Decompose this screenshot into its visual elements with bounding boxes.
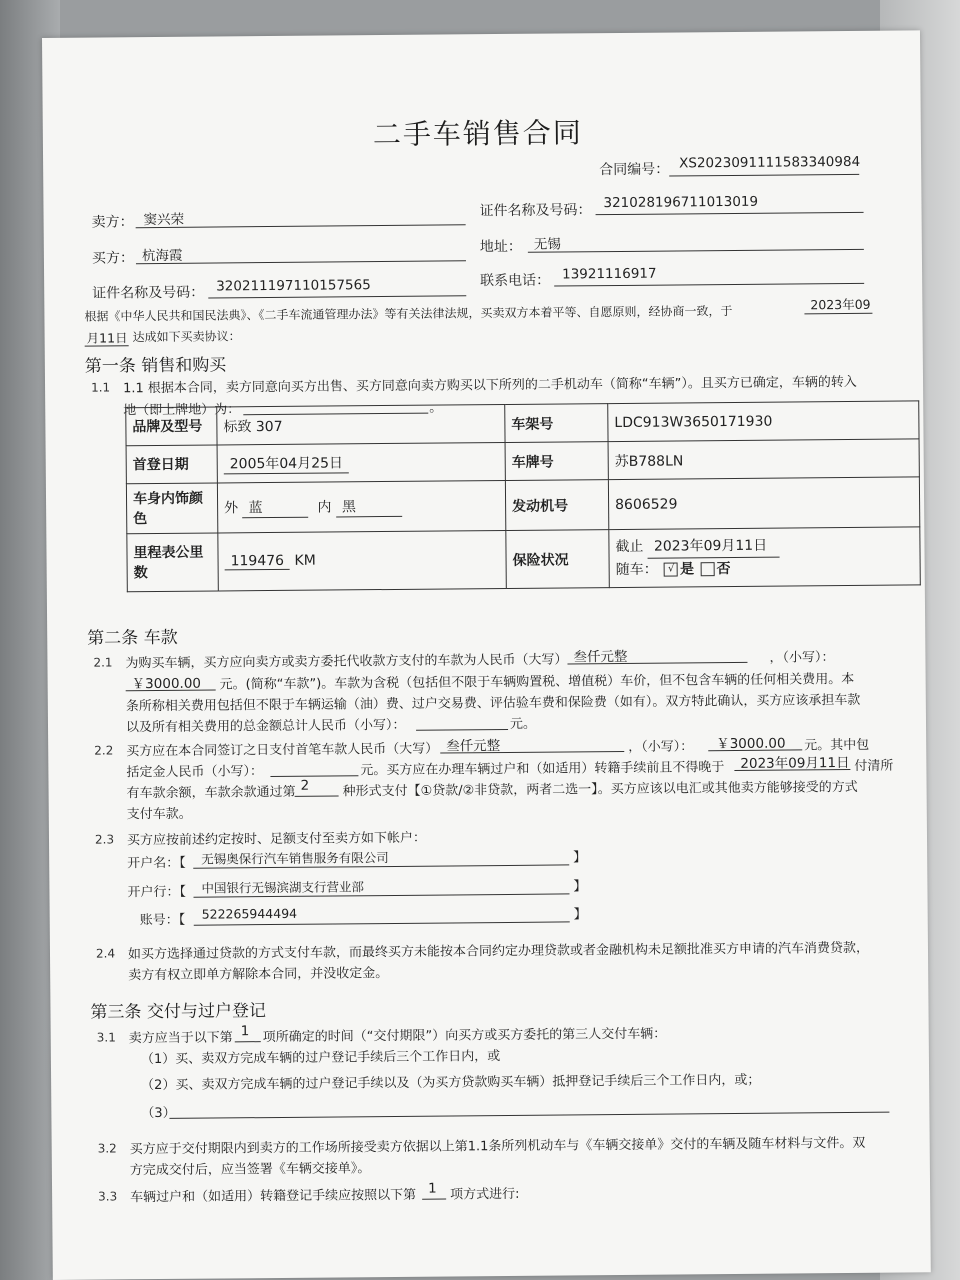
- clause-3-1-a2: 项所确定的时间（“交付期限”）向买方或买方委托的第三人交付车辆：: [262, 1026, 667, 1046]
- seller-id-label: 证件名称及号码：: [479, 202, 592, 220]
- clause-2-1-big: 叁仟元整: [573, 648, 628, 666]
- color-out-label: 外: [224, 500, 239, 517]
- clause-2-2-way: 2: [300, 777, 310, 794]
- bracket-end: 】: [573, 850, 587, 866]
- underline: [208, 295, 466, 298]
- underline: [416, 729, 508, 731]
- clause-3-1-a: 卖方应当于以下第: [128, 1030, 233, 1047]
- plate-label: 车牌号: [505, 442, 608, 481]
- article-2-title: 第二条 车款: [87, 627, 178, 649]
- intro-end: 达成如下买卖协议：: [132, 329, 241, 345]
- checkbox-checked-icon: √: [664, 562, 678, 576]
- underline: [422, 1199, 446, 1200]
- address-value: 无锡: [533, 236, 561, 253]
- color-in-value: 黑: [336, 496, 402, 518]
- mileage-value: 119476: [225, 553, 291, 571]
- reg-date-value: 2005年04月25日: [224, 452, 349, 474]
- underline: [270, 775, 358, 777]
- clause-2-1-small: ￥3000.00: [131, 675, 202, 693]
- vehicle-table: [125, 400, 921, 592]
- clause-2-2-small: ￥3000.00: [716, 735, 786, 753]
- mileage-unit: KM: [294, 552, 316, 569]
- clause-1-1-text2: 地（即上牌地）为：: [123, 402, 241, 419]
- phone-value: 13921116917: [562, 265, 657, 283]
- contract-no-label: 合同编号：: [599, 161, 670, 179]
- buyer-id: 320211197110157565: [216, 277, 371, 295]
- reg-date-label: 首登日期: [126, 445, 217, 484]
- clause-3-3-a2: 项方式进行:: [450, 1186, 520, 1203]
- insurance-yes: 是: [680, 561, 695, 578]
- account-number: 522265944494: [201, 905, 298, 922]
- clause-number: 3.1: [96, 1030, 116, 1045]
- clause-3-1-selection: 1: [240, 1023, 250, 1040]
- underline: [235, 1041, 261, 1042]
- clause-1-1-end: 。: [429, 400, 443, 416]
- clause-2-2-c2: 种形式支付【①贷款/②非贷款，两者二选一】。买方应该以电汇或其他卖方能够接受的方式: [342, 779, 858, 800]
- underline: [194, 921, 570, 925]
- underline: [136, 224, 466, 228]
- bracket-end: 】: [573, 907, 587, 923]
- clause-1-1-text: 1.1 根据本合同，卖方同意向买方出售、买方同意向卖方购买以下所列的二手机动车（简称“车辆”）。且买方已确定，车辆的转入: [122, 374, 857, 397]
- insurance-until-label: 截止: [615, 538, 644, 556]
- underline: [440, 751, 624, 754]
- clause-2-2-b: 括定金人民币（小写）：: [126, 764, 263, 781]
- account-number-label: 账号：【: [139, 912, 186, 929]
- seller-name: 窦兴荣: [143, 211, 185, 229]
- underline: [554, 283, 864, 287]
- color-out-value: 蓝: [242, 497, 308, 519]
- color-label: 车身内饰颜色: [126, 483, 217, 534]
- underline: [136, 260, 466, 264]
- clause-2-1-d-end: 元。: [509, 716, 537, 732]
- insurance-label: 保险状况: [506, 530, 610, 589]
- clause-2-2-a-end: 元。其中包: [804, 737, 870, 754]
- underline: [295, 795, 339, 796]
- underline: [567, 662, 747, 665]
- insurance-follow-label: 随车：: [615, 561, 658, 579]
- engine-label: 发动机号: [505, 480, 608, 531]
- account-bank: 中国银行无锡滨湖支行营业部: [201, 879, 364, 896]
- intro-date: 2023年09: [810, 296, 871, 313]
- clause-number: 3.2: [97, 1141, 117, 1156]
- underline: [169, 1112, 889, 1119]
- clause-2-2-d: 支付车款。: [126, 806, 192, 823]
- phone-label: 联系电话：: [480, 272, 551, 290]
- account-name-label: 开户名：【: [127, 855, 186, 872]
- clause-2-4-a: 如买方选择通过贷款的方式支付车款，而最终买方未能按本合同约定办理贷款或者金融机构未足额批准买方申请的汽车消费贷款，: [127, 940, 870, 963]
- clause-2-1-c: 条所称相关费用包括但不限于车辆运输（油）费、过户交易费、评估验车费和保险费（如有）。双方特此确认，买方应该承担车款: [125, 692, 861, 715]
- clause-number: 2.2: [94, 743, 114, 758]
- buyer-label: 买方：: [91, 250, 134, 267]
- clause-3-2-b: 方完成交付后，应当签署《车辆交接单》。: [129, 1161, 371, 1179]
- intro-text: 根据《中华人民共和国民法典》、《二手车流通管理办法》等有关法律法规，买卖双方本着平等、自愿原则，经协商一致，于: [84, 303, 733, 324]
- underline: [596, 212, 864, 215]
- color-in-label: 内: [317, 499, 332, 516]
- insurance-no: 否: [716, 561, 731, 578]
- account-name: 无锡奥保行汽车销售服务有限公司: [201, 850, 389, 867]
- account-bank-label: 开户行：【: [127, 884, 187, 901]
- clause-3-3-selection: 1: [427, 1180, 437, 1197]
- underline: [804, 313, 872, 315]
- clause-2-1-small-label: ，（小写）：: [769, 650, 835, 666]
- document-title: 二手车销售合同: [372, 116, 584, 152]
- clause-number: 2.4: [95, 946, 116, 961]
- engine-value: 8606529: [608, 477, 919, 530]
- clause-3-3-a: 车辆过户和（如适用）转籍登记手续应按照以下第: [130, 1187, 417, 1206]
- clause-2-1-a: 为购买车辆，买方应向卖方或卖方委托代收款方支付的车款为人民币（大写）: [125, 652, 568, 672]
- buyer-name: 杭海霞: [141, 247, 183, 265]
- bracket-end: 】: [573, 879, 587, 895]
- clause-2-2-c: 有车款余额，车款余款通过第: [126, 784, 296, 802]
- buyer-id-label: 证件名称及号码：: [92, 284, 205, 302]
- article-3-title: 第三条 交付与过户登记: [90, 1001, 266, 1023]
- clause-number: 2.1: [93, 655, 113, 670]
- mileage-label: 里程表公里数: [127, 533, 219, 592]
- underline: [528, 249, 864, 253]
- clause-2-2-small-label: ，（小写）：: [628, 739, 694, 755]
- brand-label: 品牌及型号: [126, 407, 217, 446]
- clause-2-2-a: 买方应在本合同签订之日支付首笔车款人民币（大写）: [126, 741, 439, 760]
- article-1-title: 第一条 销售和购买: [84, 355, 227, 377]
- clause-2-2-date: 2023年09月11日: [740, 754, 850, 772]
- contract-no: XS20230911115833409​84: [679, 153, 861, 172]
- intro-date-2: 月11日: [86, 330, 128, 346]
- clause-2-2-big: 叁仟元整: [446, 738, 501, 755]
- vin-label: 车架号: [505, 404, 608, 443]
- seller-id: 321028196711013019: [603, 193, 759, 212]
- clause-number: 3.3: [98, 1189, 118, 1204]
- clause-number: 2.3: [94, 832, 115, 847]
- clause-3-1-option-1: （1）买、卖双方完成车辆的过户登记手续后三个工作日内，或: [140, 1049, 501, 1068]
- address-label: 地址：: [479, 238, 522, 256]
- vin-value: LDC913W3650171930: [608, 401, 919, 442]
- clause-2-1-b: 元。(简称“车款”)。车款为含税（包括但不限于车辆购置税、增值税）车价，但不包含车辆的任何相关费用。本: [219, 671, 855, 693]
- clause-2-2-b-end: 付清所: [854, 758, 894, 774]
- clause-3-1-option-3: （3）: [141, 1105, 176, 1122]
- underline: [669, 174, 859, 177]
- checkbox-empty-icon: [701, 562, 715, 576]
- clause-2-3-a: 买方应按前述约定按时、足额支付至卖方如下帐户：: [126, 830, 427, 849]
- seller-label: 卖方：: [91, 214, 134, 231]
- brand-value: 标致 307: [217, 404, 505, 445]
- clause-2-4-b: 卖方有权立即单方解除本合同，并没收定金。: [128, 966, 389, 984]
- plate-value: 苏B788LN: [608, 439, 919, 480]
- contract-paper: [42, 30, 931, 1280]
- clause-2-2-b2: 元。买方应在办理车辆过户和（如适用）转籍手续前且不得晚于: [360, 760, 725, 779]
- clause-2-1-d: 以及所有相关费用的总金额总计人民币（小写）：: [125, 717, 406, 736]
- underline: [85, 345, 129, 346]
- clause-3-2-a: 买方应于交付期限内到卖方的工作场所接受卖方依据以上第1.1条所列机动车与《车辆交接单》交付的车辆及随车材料与文件。双: [129, 1135, 866, 1158]
- clause-number: 1.1: [90, 380, 111, 395]
- clause-3-1-option-2: （2）买、卖双方完成车辆的过户登记手续以及（为买方贷款购买车辆）抵押登记手续后三个工作日内，或；: [141, 1072, 761, 1094]
- insurance-until-value: 2023年09月11日: [648, 535, 780, 559]
